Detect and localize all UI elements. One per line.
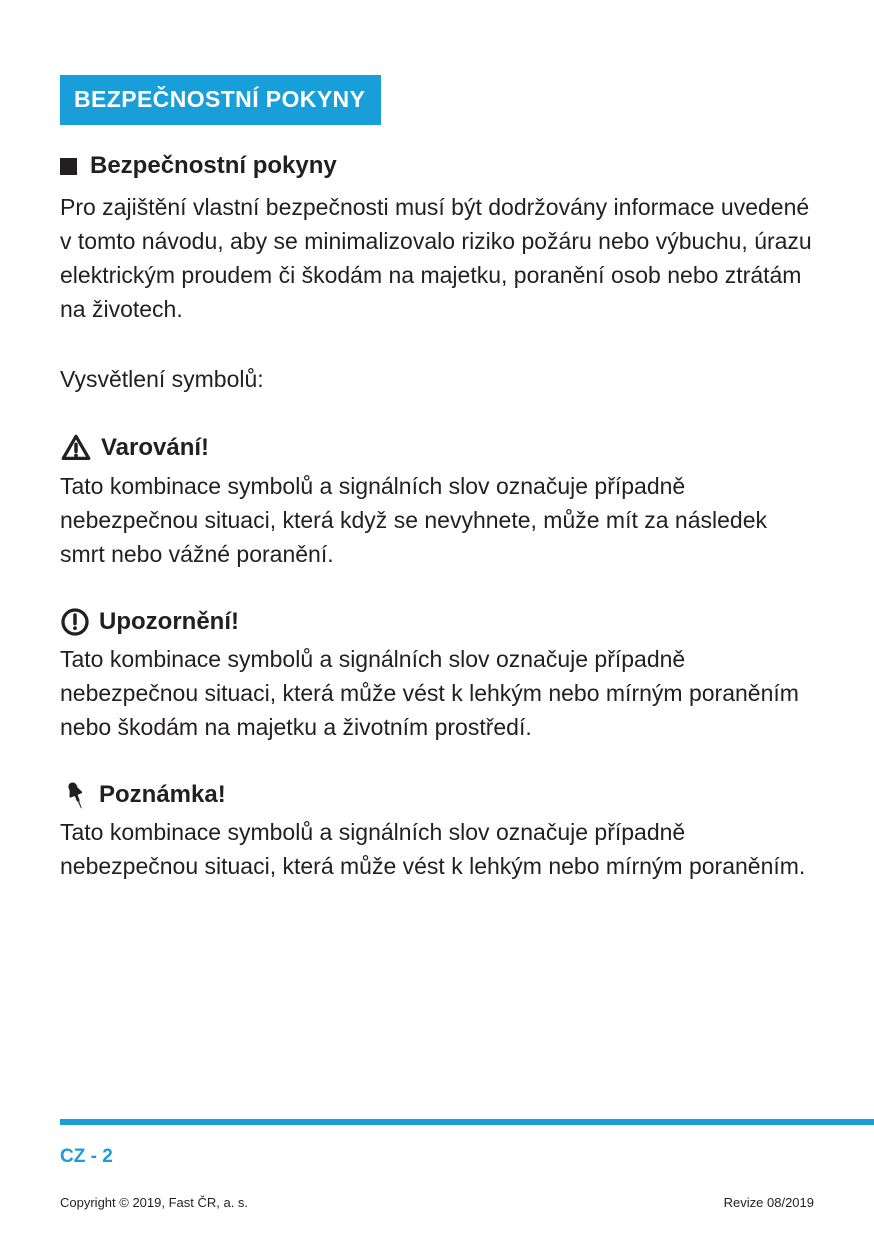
warning-triangle-icon — [60, 432, 92, 464]
page-number: CZ - 2 — [60, 1146, 113, 1167]
revision-text: Revize 08/2019 — [723, 1195, 814, 1210]
caution-heading — [60, 607, 816, 637]
caution-body: Tato kombinace symbolů a signálních slov označuje případně nebezpečnou situaci, která může vést k lehkým nebo mírným poraněním nebo škodám na majetku a životním prostředí. — [60, 646, 799, 740]
symbols-intro: Vysvětlení symbolů: — [60, 366, 264, 392]
note-heading — [60, 780, 816, 810]
square-bullet-icon — [60, 158, 77, 175]
section-heading — [60, 152, 816, 180]
alert-circle-icon — [60, 607, 90, 637]
footer-divider — [60, 1119, 874, 1125]
warning-notice — [60, 432, 816, 571]
copyright-text: Copyright © 2019, Fast ČR, a. s. — [60, 1195, 249, 1210]
caution-notice — [60, 607, 816, 744]
section-banner: BEZPEČNOSTNÍ POKYNY — [60, 75, 381, 125]
warning-heading-label: Varování! — [101, 434, 210, 461]
note-heading-label: Poznámka! — [99, 781, 226, 808]
caution-heading-label: Upozornění! — [99, 608, 239, 635]
warning-heading — [60, 432, 816, 464]
warning-body: Tato kombinace symbolů a signálních slov označuje případně nebezpečnou situaci, která když se nevyhnete, může mít za následek smrt nebo vážné poranění. — [60, 473, 768, 567]
section-heading-label: Bezpečnostní pokyny — [90, 152, 337, 179]
note-notice — [60, 780, 816, 883]
intro-paragraph: Pro zajištění vlastní bezpečnosti musí být dodržovány informace uvedené v tomto návodu, aby se minimalizovalo riziko požáru nebo výbuchu, úrazu elektrickým proudem či škodám na majetku, poranění osob nebo ztrátám na životech. — [60, 194, 812, 322]
pushpin-icon — [60, 780, 90, 810]
note-body: Tato kombinace symbolů a signálních slov označuje případně nebezpečnou situaci, která může vést k lehkým nebo mírným poraněním. — [60, 819, 806, 879]
